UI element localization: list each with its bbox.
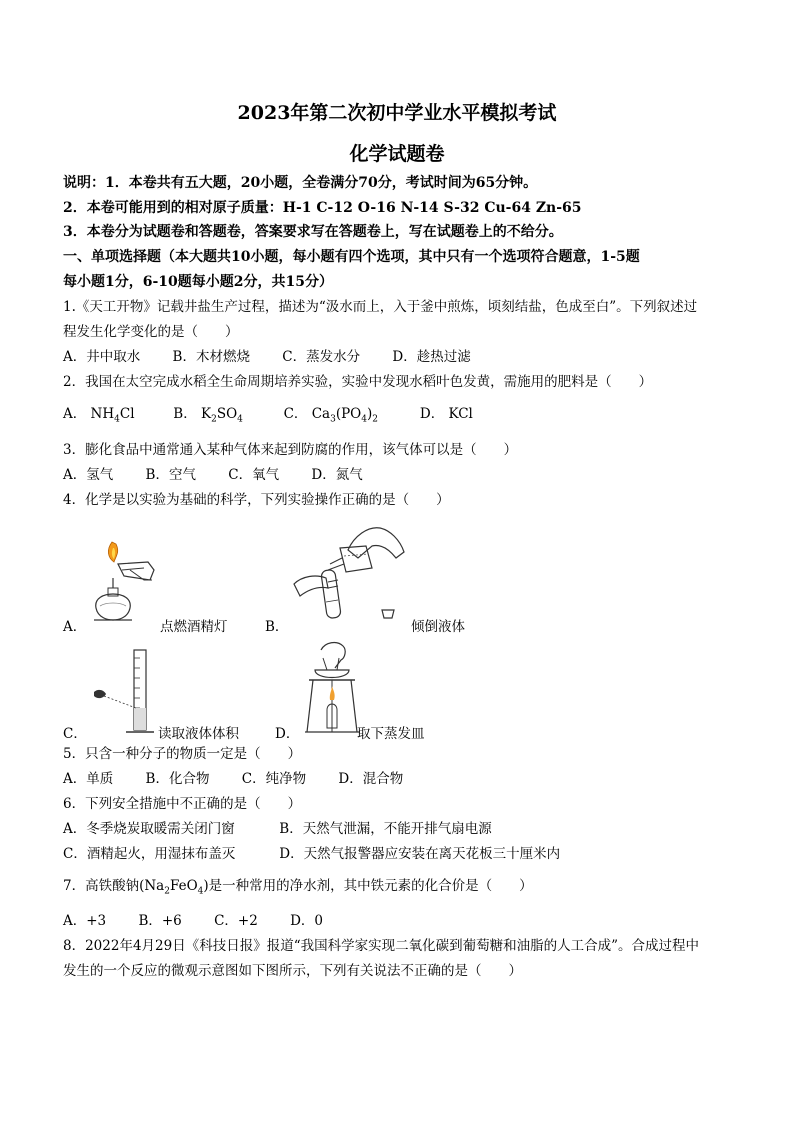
q1-options <box>63 348 754 366</box>
q7-options <box>63 912 754 930</box>
q2-stem: 2．我国在太空完成水稻全生命周期培养实验，实验中发现水稻叶色发黄，需施用的肥料是（ ） <box>63 374 653 390</box>
q7-option-a: A．+3 <box>63 913 107 929</box>
q6-option-c: C．酒精起火，用湿抹布盖灭 <box>63 846 236 862</box>
q1-option-a: A．井中取水 <box>63 349 141 365</box>
section-heading-line2: 每小题1分，6-10题每小题2分，共15分） <box>63 274 333 290</box>
q4-option-c-letter: C． <box>63 726 87 742</box>
q8-stem-line1: 8．2022年4月29日《科技日报》报道“我国科学家实现二氧化碳到葡萄糖和油脂的人工合成”。合成过程中 <box>63 938 700 954</box>
page-title: 2023年第二次初中学业水平模拟考试 <box>237 102 557 124</box>
q1-option-c: C．蒸发水分 <box>282 349 361 365</box>
q6-option-a: A．冬季烧炭取暖需关闭门窗 <box>63 821 235 837</box>
q3-option-d: D．氮气 <box>311 467 363 483</box>
q2-options <box>63 405 754 429</box>
q5-options <box>63 770 754 788</box>
q3-option-b: B．空气 <box>145 467 196 483</box>
q3-option-c: C．氧气 <box>228 467 280 483</box>
q4-option-d-letter: D． <box>275 726 300 742</box>
q3-options <box>63 466 754 484</box>
q7-stem: 7．高铁酸钠$(Na_2FeO_4)$是一种常用的净水剂，其中铁元素的化合价是（ ） <box>63 878 533 897</box>
q5-stem: 5．只含一种分子的物质一定是（ ） <box>63 746 302 762</box>
q7-option-d: D．0 <box>290 913 324 929</box>
q6-options-row1 <box>63 820 754 838</box>
q5-option-d: D．混合物 <box>338 771 404 787</box>
q3-stem: 3．膨化食品中通常通入某种气体来起到防腐的作用，该气体可以是（ ） <box>63 442 518 458</box>
q6-option-d: D．天然气报警器应安装在离天花板三十厘米内 <box>279 846 561 862</box>
q2-option-c: C． $Ca_3(PO_4)_2$ <box>283 406 378 425</box>
page-subtitle: 化学试题卷 <box>349 143 445 165</box>
alcohol-lamp-figure <box>86 540 161 630</box>
q1-stem-line2: 程发生化学变化的是（ ） <box>63 324 239 340</box>
q2-option-b: B． $K_2SO_4$ <box>173 406 243 425</box>
q6-stem: 6．下列安全措施中不正确的是（ ） <box>63 796 302 812</box>
q4-option-a-label: 点燃酒精灯 <box>160 619 228 635</box>
q4-option-a-letter: A． <box>63 619 87 635</box>
q5-option-a: A．单质 <box>63 771 114 787</box>
q1-option-b: B．木材燃烧 <box>172 349 250 365</box>
q4-option-d-label: 取下蒸发皿 <box>357 726 425 742</box>
q4-option-b-letter: B． <box>265 619 289 635</box>
q2-option-d: D． KCl <box>419 406 473 422</box>
note-2: 2．本卷可能用到的相对原子质量：H-1 C-12 O-16 N-14 S-32 Cu-64 Zn-65 <box>63 200 582 216</box>
evaporating-dish-figure <box>305 640 360 738</box>
q6-options-row2 <box>63 845 754 863</box>
q1-stem-line1: 1.《天工开物》记载井盐生产过程，描述为“汲水而上，入于釜中煎炼，顷刻结盐，色成至白”。下列叙述过 <box>63 299 698 315</box>
q3-option-a: A．氢气 <box>63 467 114 483</box>
q4-stem: 4．化学是以实验为基础的科学，下列实验操作正确的是（ ） <box>63 492 450 508</box>
q1-option-d: D．趁热过滤 <box>392 349 471 365</box>
q7-option-c: C．+2 <box>214 913 258 929</box>
note-1: 说明：1．本卷共有五大题，20小题，全卷满分70分，考试时间为65分钟。 <box>63 175 538 191</box>
q7-option-b: B．+6 <box>138 913 182 929</box>
q2-option-a: A． $NH_4Cl$ <box>63 406 135 425</box>
q4-option-c-label: 读取液体体积 <box>158 726 239 742</box>
q4-option-b-label: 倾倒液体 <box>411 619 465 635</box>
q5-option-c: C．纯净物 <box>241 771 307 787</box>
q8-stem-line2: 发生的一个反应的微观示意图如下图所示，下列有关说法不正确的是（ ） <box>63 963 522 979</box>
graduated-cylinder-figure <box>90 648 162 738</box>
note-3: 3．本卷分为试题卷和答题卷，答案要求写在答题卷上，写在试题卷上的不给分。 <box>63 224 563 240</box>
section-heading-line1: 一、单项选择题（本大题共10小题，每小题有四个选项，其中只有一个选项符合题意，1-5题 <box>63 249 640 265</box>
sodium-ferrate-formula: $(Na_2FeO_4)$ <box>139 878 209 897</box>
q6-option-b: B．天然气泄漏，不能开排气扇电源 <box>279 821 492 837</box>
q5-option-b: B．化合物 <box>145 771 210 787</box>
pouring-liquid-figure <box>288 518 408 630</box>
